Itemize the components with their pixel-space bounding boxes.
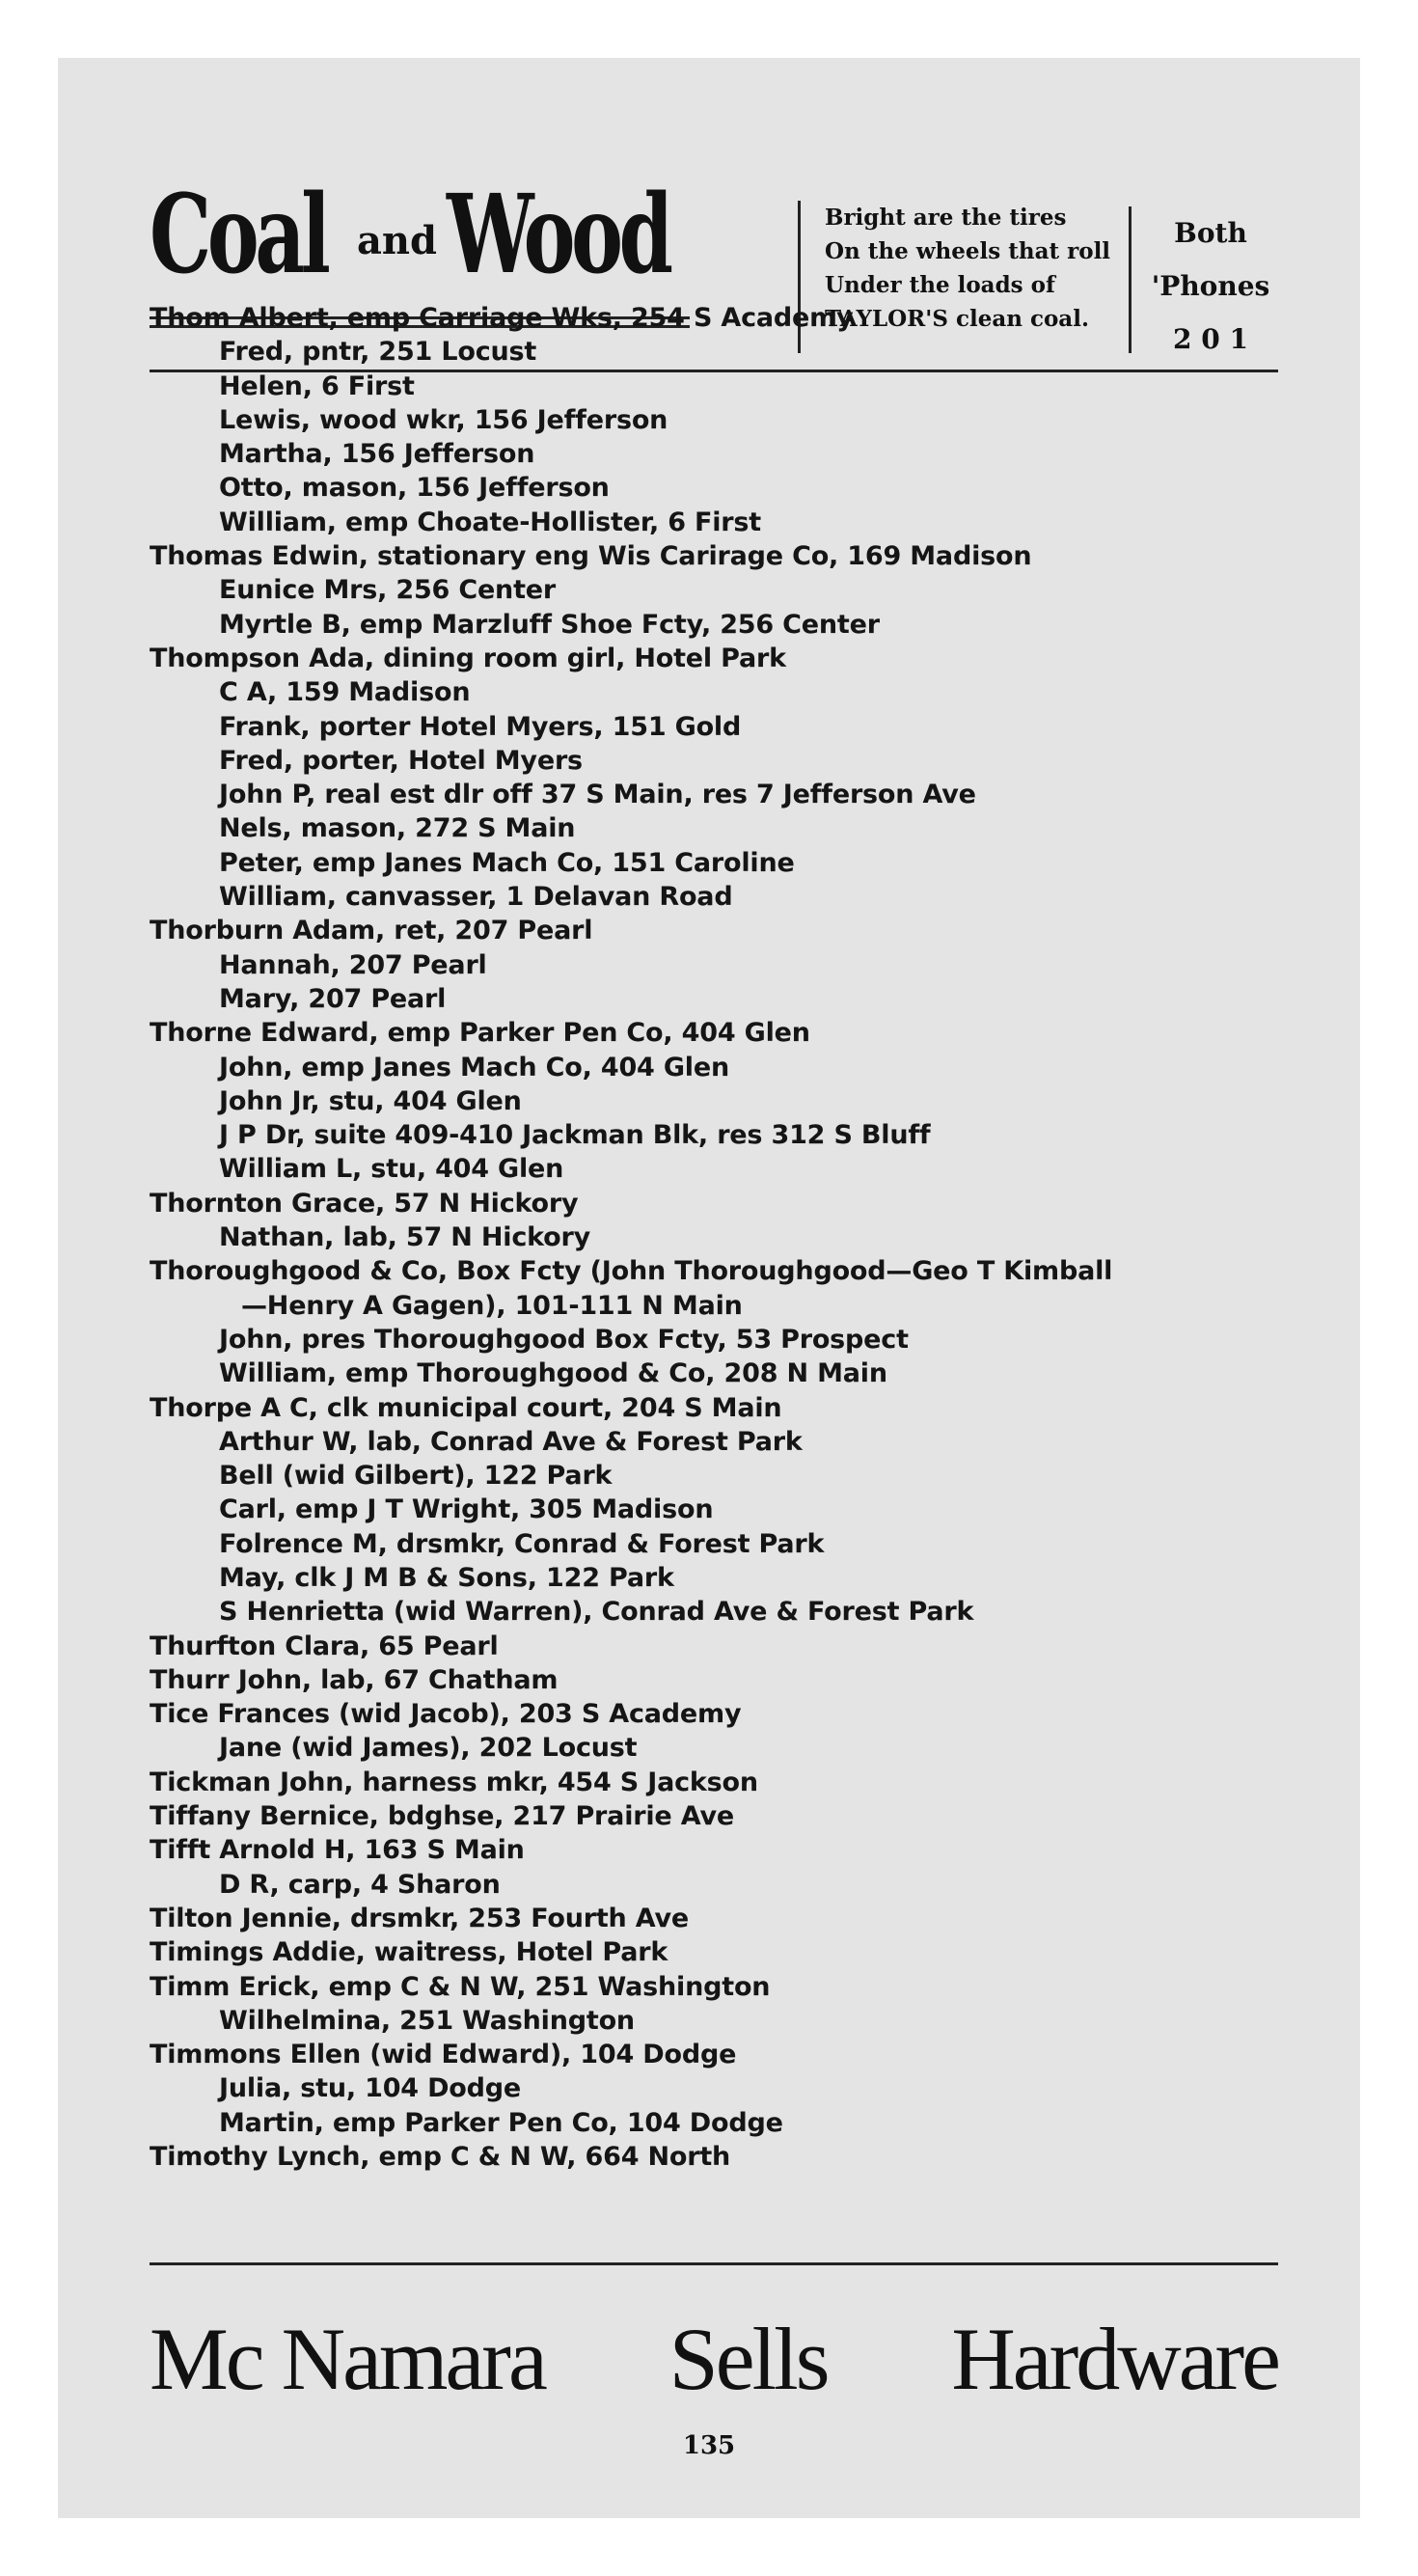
- directory-entry: Thomas Edwin, stationary eng Wis Carirage Co, 169 Madison: [150, 541, 1032, 572]
- directory-entry: Thorne Edward, emp Parker Pen Co, 404 Glen: [150, 1018, 810, 1049]
- directory-subentry: Fred, porter, Hotel Myers: [219, 745, 583, 776]
- directory-entry: Thompson Ada, dining room girl, Hotel Park: [150, 643, 786, 673]
- hardware-ad: [150, 2306, 1278, 2412]
- directory-subentry: Julia, stu, 104 Dodge: [219, 2073, 521, 2104]
- directory-subentry: John, emp Janes Mach Co, 404 Glen: [219, 1052, 729, 1082]
- directory-subentry: J P Dr, suite 409-410 Jackman Blk, res 312 S Bluff: [219, 1120, 931, 1151]
- directory-subentry: D R, carp, 4 Sharon: [219, 1869, 501, 1900]
- directory-entry: Thorburn Adam, ret, 207 Pearl: [150, 916, 593, 946]
- directory-subentry: John Jr, stu, 404 Glen: [219, 1085, 522, 1116]
- directory-subentry: William, emp Choate-Hollister, 6 First: [219, 507, 761, 537]
- directory-entry: Thurr John, lab, 67 Chatham: [150, 1664, 559, 1695]
- directory-entry: Thurfton Clara, 65 Pearl: [150, 1631, 499, 1661]
- directory-entry: Thornton Grace, 57 N Hickory: [150, 1188, 579, 1219]
- hardware-ad-word: Mc Namara: [150, 2310, 545, 2408]
- directory-subentry: Myrtle B, emp Marzluff Shoe Fcty, 256 Center: [219, 609, 880, 640]
- directory-entry: Thoroughgood & Co, Box Fcty (John Thoroughgood—Geo T Kimball: [150, 1256, 1113, 1287]
- directory-entry: Timings Addie, waitress, Hotel Park: [150, 1937, 668, 1968]
- slogan-line: TAYLOR'S clean coal.: [825, 306, 1089, 332]
- directory-subentry: Martin, emp Parker Pen Co, 104 Dodge: [219, 2107, 783, 2138]
- slogan-line: Under the loads of: [825, 272, 1055, 298]
- directory-subentry: Eunice Mrs, 256 Center: [219, 575, 557, 606]
- directory-subentry: Hannah, 207 Pearl: [219, 949, 487, 980]
- directory-subentry: Jane (wid James), 202 Locust: [219, 1733, 638, 1764]
- footer-rule: [150, 2262, 1278, 2265]
- slogan-line: Bright are the tires: [825, 205, 1067, 231]
- directory-subentry: Otto, mason, 156 Jefferson: [219, 473, 610, 504]
- directory-subentry: William L, stu, 404 Glen: [219, 1154, 564, 1185]
- directory-subentry: Mary, 207 Pearl: [219, 983, 447, 1014]
- directory-entry: Timm Erick, emp C & N W, 251 Washington: [150, 1971, 771, 2002]
- directory-subentry: Helen, 6 First: [219, 370, 415, 401]
- directory-subentry: William, emp Thoroughgood & Co, 208 N Main: [219, 1358, 887, 1389]
- directory-subentry: Frank, porter Hotel Myers, 151 Gold: [219, 711, 742, 742]
- directory-entry: Timothy Lynch, emp C & N W, 664 North: [150, 2142, 731, 2173]
- directory-subentry: —Henry A Gagen), 101-111 N Main: [241, 1290, 743, 1321]
- directory-entry: Tilton Jennie, drsmkr, 253 Fourth Ave: [150, 1903, 690, 1933]
- hardware-ad-word: Hardware: [951, 2310, 1278, 2408]
- phones-line: Both: [1174, 217, 1247, 249]
- directory-entry: Thom Albert, emp Carriage Wks, 254 S Academy: [150, 303, 854, 333]
- title-and: and: [356, 218, 437, 263]
- directory-subentry: John, pres Thoroughgood Box Fcty, 53 Prospect: [219, 1324, 909, 1355]
- directory-subentry: May, clk J M B & Sons, 122 Park: [219, 1562, 674, 1593]
- slogan-line: On the wheels that roll: [825, 238, 1111, 264]
- directory-subentry: Nels, mason, 272 S Main: [219, 813, 576, 844]
- directory-entry: Tickman John, harness mkr, 454 S Jackson: [150, 1767, 758, 1797]
- directory-page: [58, 58, 1360, 2518]
- phones-number: 2 0 1: [1173, 323, 1248, 355]
- directory-subentry: Arthur W, lab, Conrad Ave & Forest Park: [219, 1426, 803, 1457]
- coal-and-wood-title: [150, 145, 709, 298]
- hardware-ad-word: Sells: [668, 2310, 828, 2408]
- directory-subentry: Carl, emp J T Wright, 305 Madison: [219, 1494, 714, 1525]
- page-number: 135: [682, 2431, 736, 2460]
- directory-subentry: Martha, 156 Jefferson: [219, 439, 535, 470]
- directory-subentry: Fred, pntr, 251 Locust: [219, 337, 537, 368]
- directory-subentry: Nathan, lab, 57 N Hickory: [219, 1222, 591, 1253]
- directory-subentry: Lewis, wood wkr, 156 Jefferson: [219, 404, 668, 435]
- directory-entry: Thorpe A C, clk municipal court, 204 S Main: [150, 1392, 782, 1423]
- directory-subentry: Bell (wid Gilbert), 122 Park: [219, 1461, 613, 1492]
- directory-listing: [150, 301, 1288, 2174]
- directory-subentry: S Henrietta (wid Warren), Conrad Ave & Forest Park: [219, 1597, 974, 1628]
- directory-subentry: William, canvasser, 1 Delavan Road: [219, 882, 733, 913]
- directory-subentry: John P, real est dlr off 37 S Main, res 7 Jefferson Ave: [219, 780, 976, 810]
- directory-entry: Timmons Ellen (wid Edward), 104 Dodge: [150, 2040, 737, 2070]
- directory-entry: Tifft Arnold H, 163 S Main: [150, 1835, 525, 1866]
- directory-entry: Tiffany Bernice, bdghse, 217 Prairie Ave: [150, 1801, 734, 1832]
- directory-subentry: Folrence M, drsmkr, Conrad & Forest Park: [219, 1528, 825, 1559]
- directory-subentry: Wilhelmina, 251 Washington: [219, 2005, 635, 2036]
- directory-subentry: C A, 159 Madison: [219, 677, 471, 708]
- directory-subentry: Peter, emp Janes Mach Co, 151 Caroline: [219, 847, 795, 878]
- phones-line: 'Phones: [1151, 270, 1270, 302]
- title-wood: Wood: [446, 172, 669, 298]
- directory-entry: Tice Frances (wid Jacob), 203 S Academy: [150, 1699, 742, 1730]
- title-coal: Coal: [150, 172, 327, 298]
